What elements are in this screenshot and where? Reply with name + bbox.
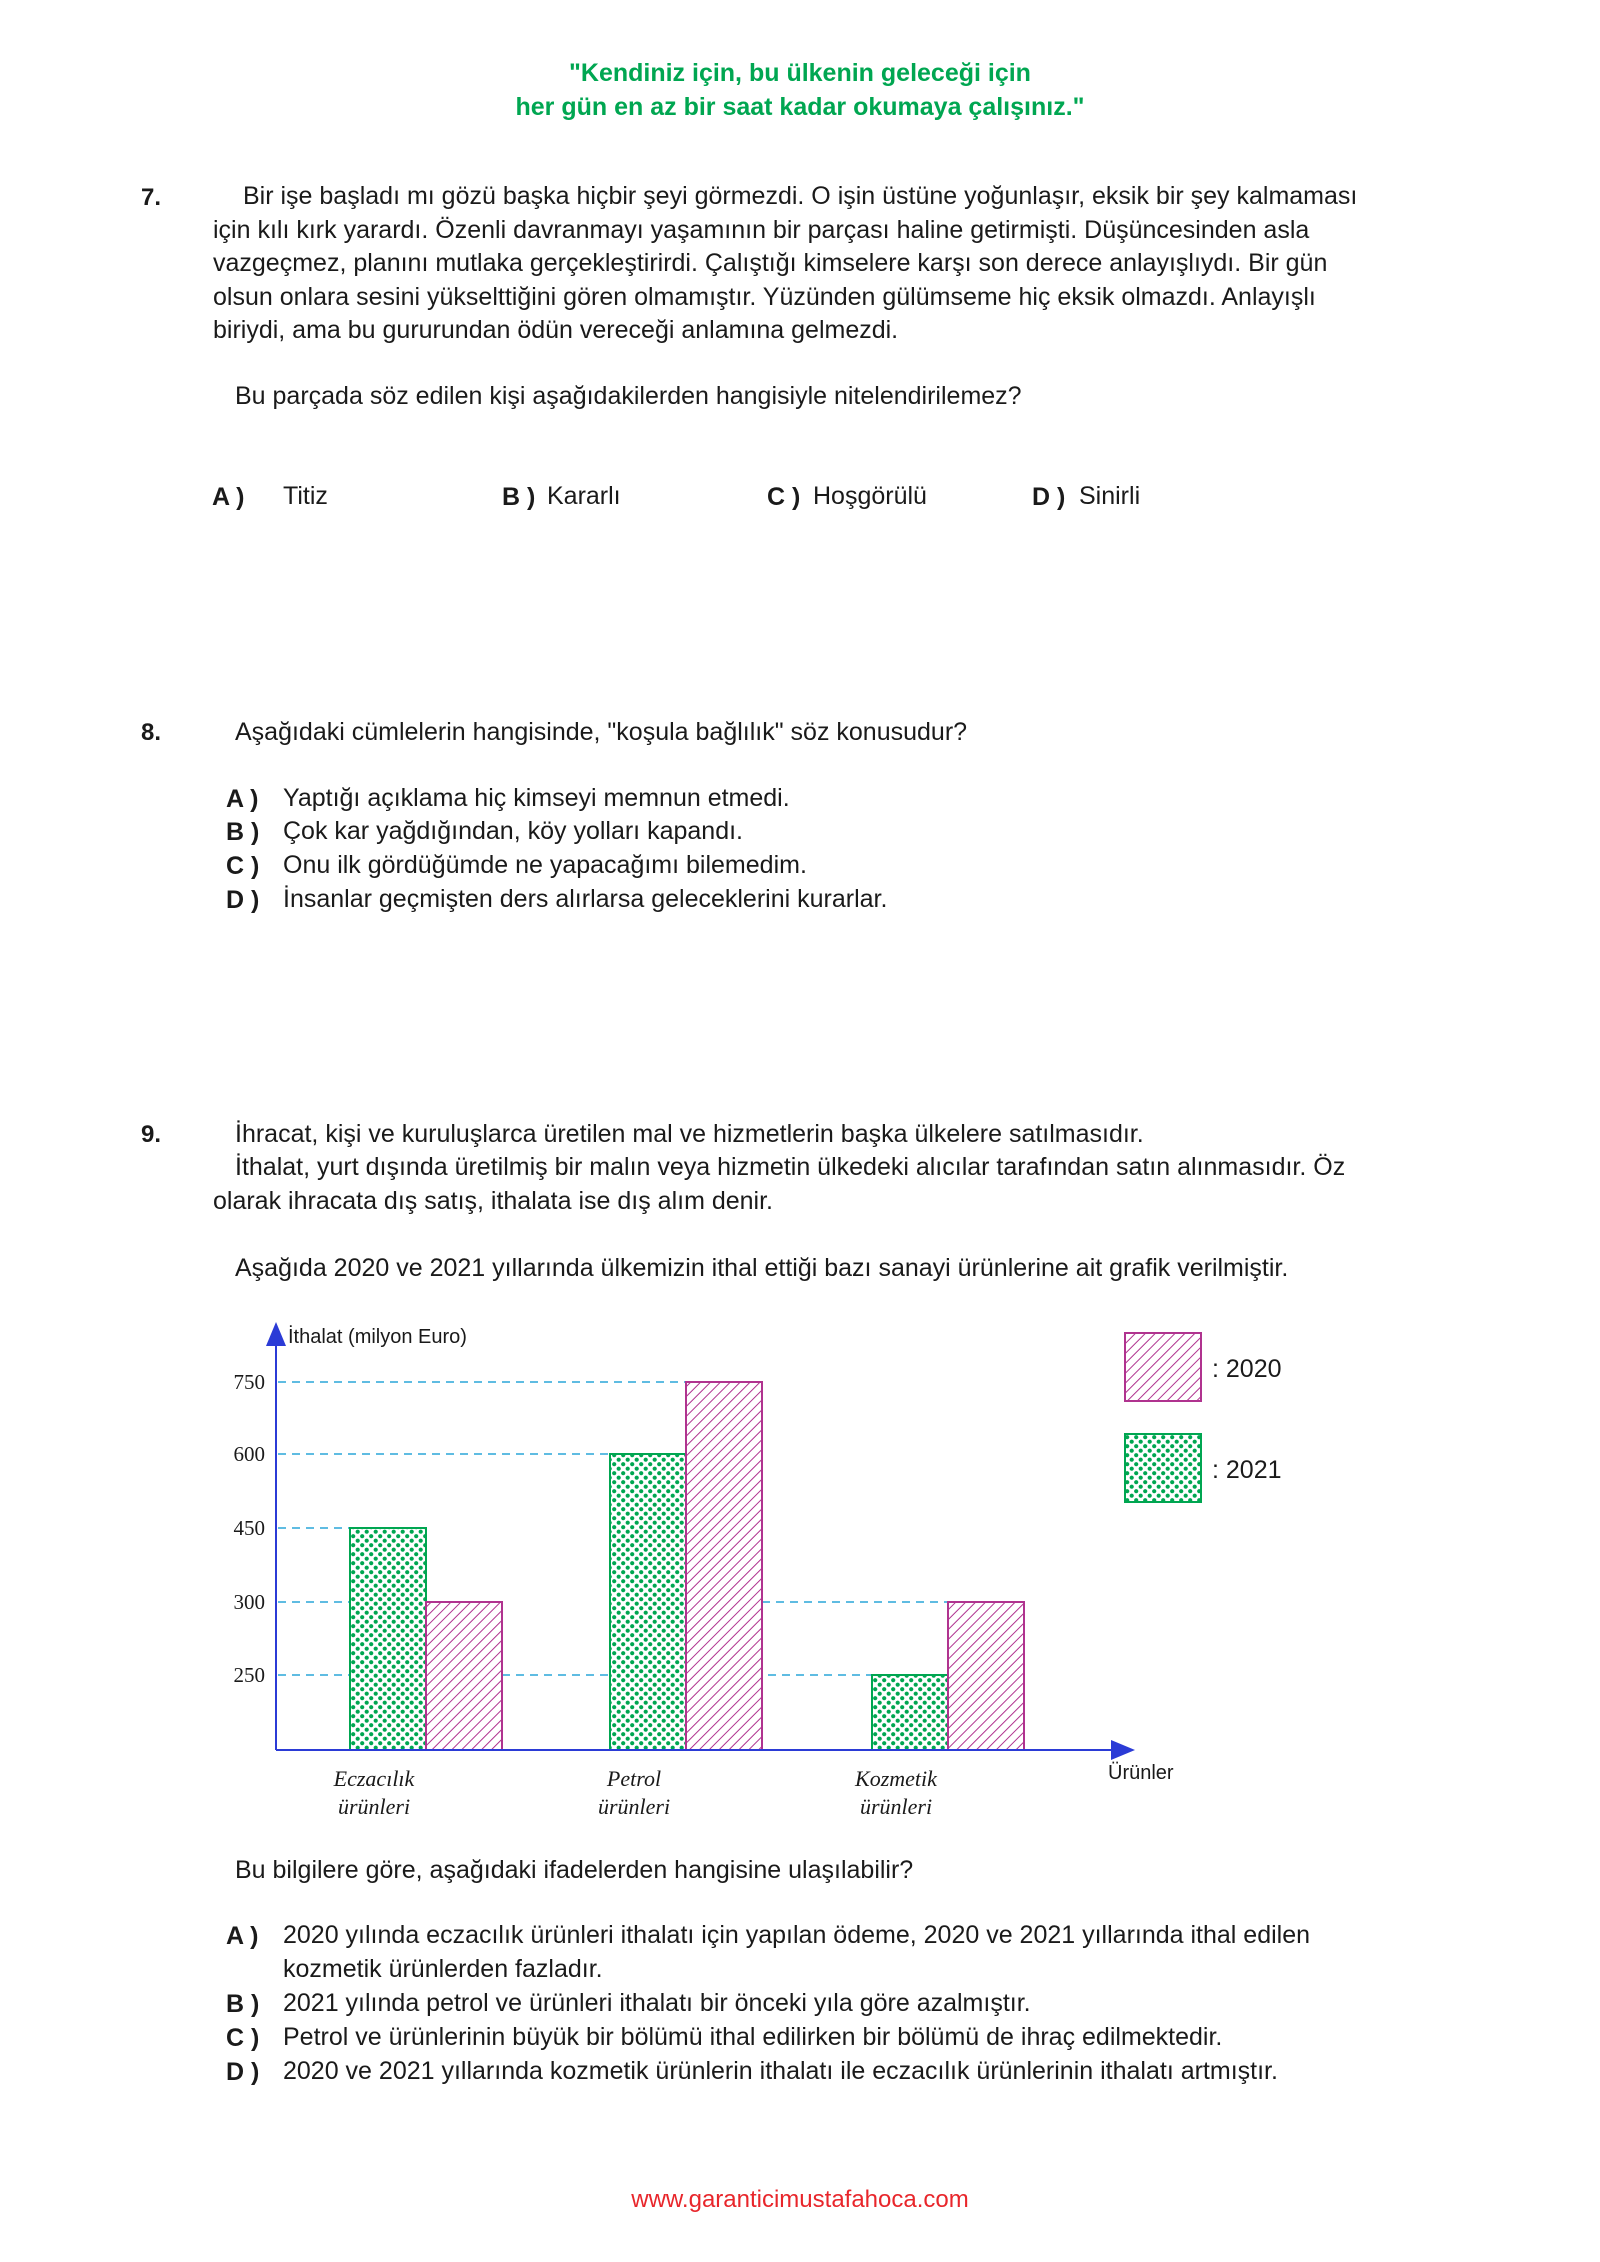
category-label-line1: Petrol (606, 1766, 662, 1791)
q8-option-a-letter[interactable]: A ) (226, 785, 259, 813)
q7-option-a-letter[interactable]: A ) (212, 483, 245, 511)
category-label-line2: ürünleri (597, 1794, 671, 1819)
q8-question: Aşağıdaki cümlelerin hangisinde, "koşula bağlılık" söz konusudur? (235, 718, 968, 746)
legend-label-2020: : 2020 (1212, 1355, 1282, 1383)
bar-2021-2 (872, 1675, 948, 1750)
q9-option-b-letter[interactable]: B ) (226, 1990, 260, 2018)
q8-option-c-text[interactable]: Onu ilk gördüğümde ne yapacağımı bilemedim. (283, 851, 807, 879)
q9-option-a-letter[interactable]: A ) (226, 1922, 259, 1950)
q9-line2: İthalat, yurt dışında üretilmiş bir malın veya hizmetin ülkedeki alıcılar tarafından satın alınmasıdır. Öz (235, 1153, 1346, 1181)
category-label-line1: Kozmetik (855, 1766, 937, 1791)
q8-option-b-text[interactable]: Çok kar yağdığından, köy yolları kapandı. (283, 817, 743, 845)
q7-number: 7. (141, 184, 162, 211)
y-axis-label: İthalat (milyon Euro) (288, 1326, 467, 1348)
category-label-line1: Eczacılık (333, 1766, 415, 1791)
y-tick-label: 750 (233, 1370, 265, 1394)
header-quote (0, 56, 1600, 124)
q7-option-c-letter[interactable]: C ) (767, 483, 801, 511)
x-axis-label: Ürünler (1108, 1762, 1174, 1784)
q9-line3: olarak ihracata dış satış, ithalata ise dış alım denir. (213, 1187, 773, 1215)
q7-option-d-text[interactable]: Sinirli (1079, 482, 1141, 510)
q7-option-b-letter[interactable]: B ) (502, 483, 536, 511)
bar-2020-0 (426, 1602, 502, 1750)
q9-option-d-letter[interactable]: D ) (226, 2058, 260, 2086)
q8-option-c-letter[interactable]: C ) (226, 852, 260, 880)
bar-2020-1 (686, 1382, 762, 1750)
q9-option-c-letter[interactable]: C ) (226, 2024, 260, 2052)
bar-2021-0 (350, 1528, 426, 1750)
q9-option-a-text-line2[interactable]: kozmetik ürünlerden fazladır. (283, 1955, 603, 1983)
y-tick-label: 600 (233, 1442, 265, 1466)
q7-paragraph (213, 180, 1453, 348)
import-bar-chart (0, 1300, 1600, 1840)
legend-swatch-2021 (1125, 1434, 1201, 1502)
q7-option-c-text[interactable]: Hoşgörülü (813, 482, 927, 510)
bar-2021-1 (610, 1454, 686, 1750)
legend-label-2021: : 2021 (1212, 1456, 1282, 1484)
q7-line: biriydi, ama bu gururundan ödün vereceği anlamına gelmezdi. (213, 316, 899, 344)
q8-option-a-text[interactable]: Yaptığı açıklama hiç kimseyi memnun etmedi. (283, 784, 790, 812)
q9-question: Bu bilgilere göre, aşağıdaki ifadelerden hangisine ulaşılabilir? (235, 1856, 914, 1884)
q9-option-a-text-line1[interactable]: 2020 yılında eczacılık ürünleri ithalatı için yapılan ödeme, 2020 ve 2021 yıllarında ithal edilen (283, 1921, 1311, 1949)
q9-intro: Aşağıda 2020 ve 2021 yıllarında ülkemizin ithal ettiği bazı sanayi ürünlerine ait grafik verilmiştir. (235, 1254, 1289, 1282)
y-tick-label: 300 (233, 1590, 265, 1614)
y-tick-label: 450 (233, 1516, 265, 1540)
q9-line1: İhracat, kişi ve kuruluşlarca üretilen mal ve hizmetlerin başka ülkelere satılmasıdır. (235, 1120, 1144, 1148)
q8-option-b-letter[interactable]: B ) (226, 818, 260, 846)
q9-option-b-text[interactable]: 2021 yılında petrol ve ürünleri ithalatı bir önceki yıla göre azalmıştır. (283, 1989, 1031, 2017)
y-tick-labels (234, 1370, 266, 1687)
q7-option-d-letter[interactable]: D ) (1032, 483, 1066, 511)
q7-line: olsun onlara sesini yükselttiğini gören olmamıştır. Yüzünden gülümseme hiç eksik olmazdı. Anlayışlı (213, 282, 1316, 311)
header-quote-line2: her gün en az bir saat kadar okumaya çalışınız." (515, 93, 1085, 121)
q7-line: için kılı kırk yarardı. Özenli davranmayı yaşamının bir parçası haline getirmişti. Düşüncesinden asla (213, 215, 1310, 244)
legend-swatch-2020 (1125, 1333, 1201, 1401)
q8-number: 8. (141, 719, 162, 746)
category-label-line2: ürünleri (859, 1794, 933, 1819)
q7-line: vazgeçmez, planını mutlaka gerçekleştirirdi. Çalıştığı kimselere karşı son derece anlayışlıydı. Bir gün (213, 249, 1328, 277)
footer-url[interactable]: www.garanticimustafahoca.com (631, 2186, 969, 2213)
category-labels (333, 1766, 938, 1819)
q8-option-d-letter[interactable]: D ) (226, 886, 260, 914)
q9-option-c-text[interactable]: Petrol ve ürünlerinin büyük bir bölümü ithal edilirken bir bölümü de ihraç edilmektedir. (283, 2023, 1223, 2051)
q9-number: 9. (141, 1121, 162, 1148)
q8-option-d-text[interactable]: İnsanlar geçmişten ders alırlarsa geleceklerini kurarlar. (283, 885, 888, 913)
q7-question: Bu parçada söz edilen kişi aşağıdakilerden hangisiyle nitelendirilemez? (235, 382, 1022, 410)
header-quote-line1: "Kendiniz için, bu ülkenin geleceği için (569, 59, 1031, 87)
q7-option-a-text[interactable]: Titiz (283, 482, 328, 510)
bar-2020-2 (948, 1602, 1024, 1750)
q9-option-d-text[interactable]: 2020 ve 2021 yıllarında kozmetik ürünlerin ithalatı ile eczacılık ürünlerinin ithalatı artmıştır. (283, 2057, 1278, 2085)
category-label-line2: ürünleri (337, 1794, 411, 1819)
y-tick-label: 250 (233, 1663, 265, 1687)
q7-line: Bir işe başladı mı gözü başka hiçbir şeyi görmezdi. O işin üstüne yoğunlaşır, eksik bir şey kalmaması (243, 182, 1358, 210)
chart-bars (350, 1382, 1024, 1750)
q7-option-b-text[interactable]: Kararlı (547, 482, 621, 510)
